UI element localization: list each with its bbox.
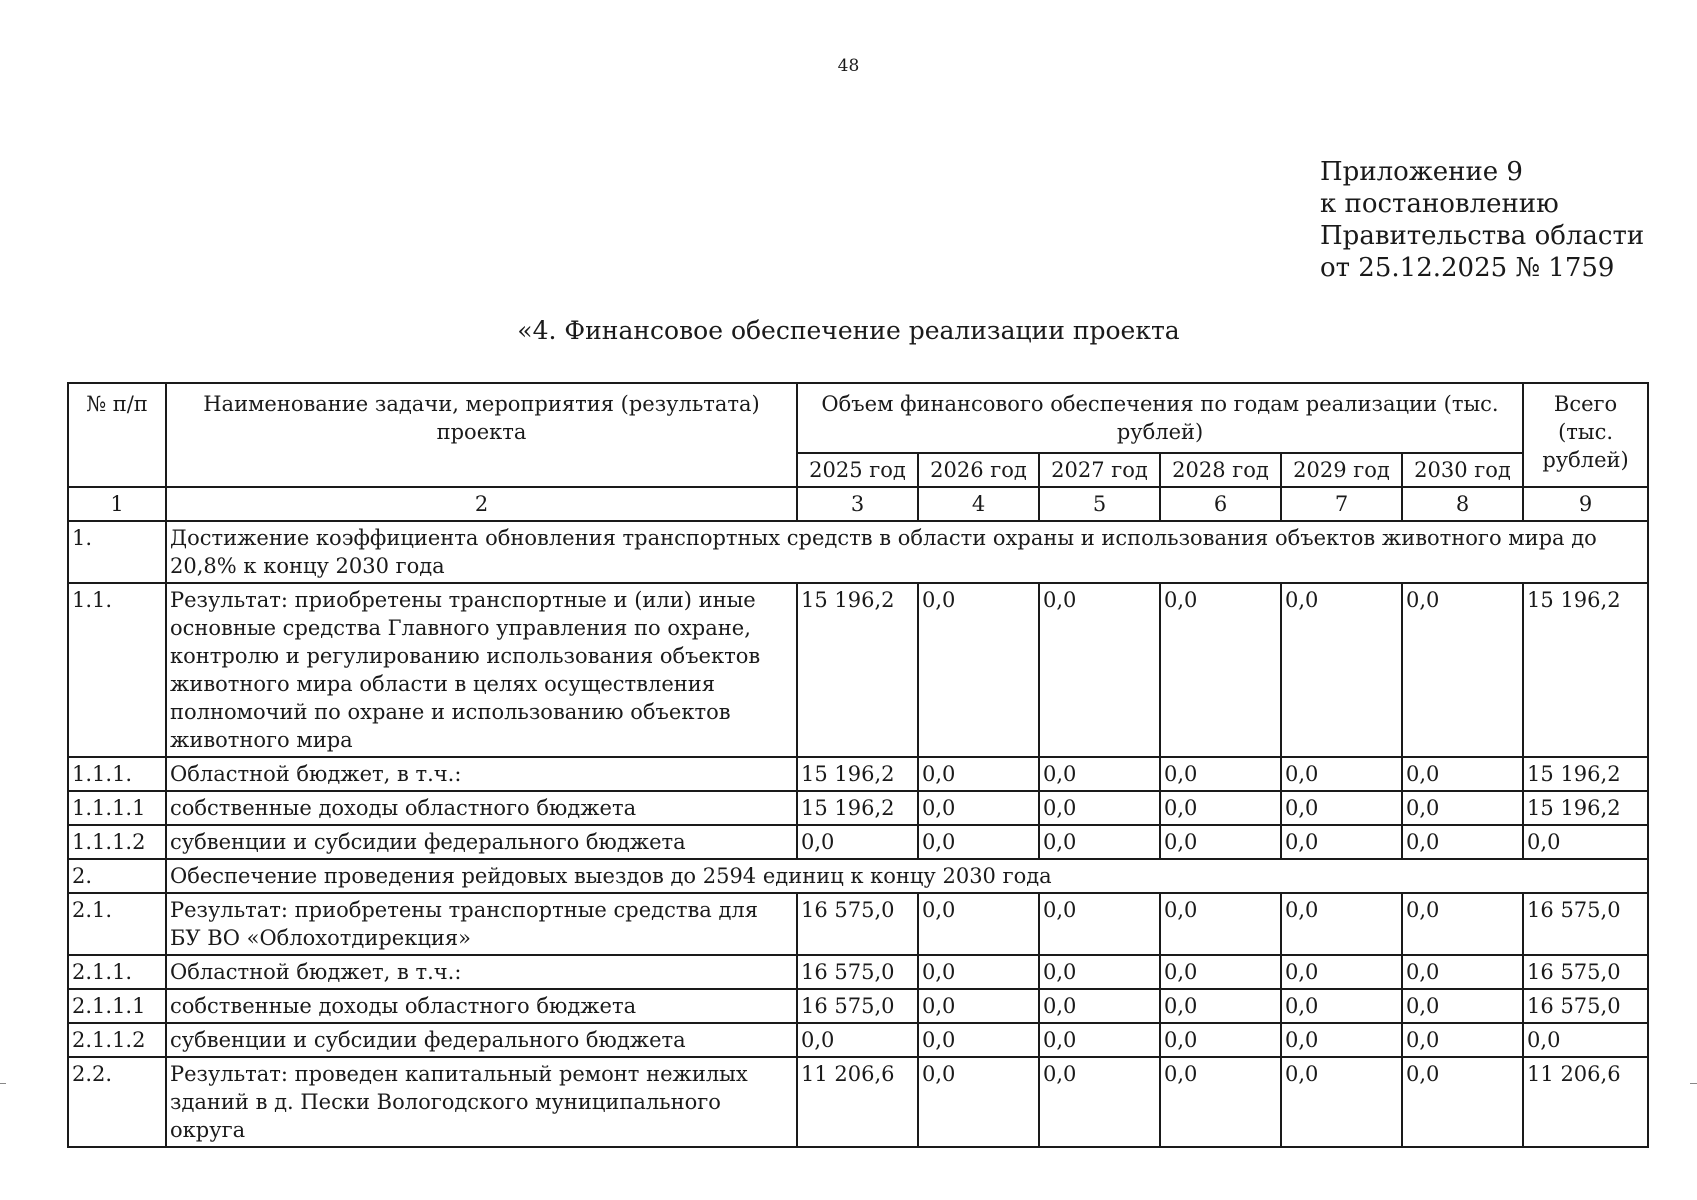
- value-2025: 15 196,2: [797, 757, 918, 791]
- header-num: № п/п: [68, 383, 166, 487]
- value-2030: 0,0: [1402, 825, 1523, 859]
- table-row: [68, 583, 1648, 757]
- header-year: 2025 год: [797, 453, 918, 487]
- row-num: 2.2.: [68, 1057, 166, 1147]
- value-total: 16 575,0: [1523, 893, 1648, 955]
- row-name: Результат: приобретены транспортные и (или) иные основные средства Главного управления по охране, контролю и регулированию использования объектов животного мира области в целях осуществления полномочий по охране и использованию объектов животного мира: [166, 583, 797, 757]
- table-row: [68, 1057, 1648, 1147]
- appendix-block: [1320, 156, 1644, 284]
- value-2030: 0,0: [1402, 989, 1523, 1023]
- row-name: субвенции и субсидии федерального бюджета: [166, 1023, 797, 1057]
- value-2025: 0,0: [797, 825, 918, 859]
- table-row: [68, 989, 1648, 1023]
- appendix-line: Правительства области: [1320, 221, 1645, 251]
- header-volume: Объем финансового обеспечения по годам реализации (тыс. рублей): [797, 383, 1523, 453]
- value-2030: 0,0: [1402, 583, 1523, 757]
- column-number: 4: [918, 487, 1039, 521]
- row-name: собственные доходы областного бюджета: [166, 989, 797, 1023]
- scan-margin-mark: [1690, 1083, 1697, 1084]
- value-2030: 0,0: [1402, 757, 1523, 791]
- table-row: [68, 757, 1648, 791]
- table-row: [68, 1023, 1648, 1057]
- column-number: 9: [1523, 487, 1648, 521]
- row-num: 2.1.1.2: [68, 1023, 166, 1057]
- value-2026: 0,0: [918, 1057, 1039, 1147]
- row-num: 2.1.1.1: [68, 989, 166, 1023]
- row-name: субвенции и субсидии федерального бюджета: [166, 825, 797, 859]
- value-2025: 15 196,2: [797, 791, 918, 825]
- value-2027: 0,0: [1039, 757, 1160, 791]
- value-2030: 0,0: [1402, 791, 1523, 825]
- value-2026: 0,0: [918, 893, 1039, 955]
- header-year: 2026 год: [918, 453, 1039, 487]
- section-title: Достижение коэффициента обновления транспортных средств в области охраны и использования объектов животного мира до 20,8% к концу 2030 года: [166, 521, 1648, 583]
- section-row: [68, 521, 1648, 583]
- value-2025: 0,0: [797, 1023, 918, 1057]
- row-num: 1.1.: [68, 583, 166, 757]
- value-total: 0,0: [1523, 825, 1648, 859]
- header-year: 2030 год: [1402, 453, 1523, 487]
- header-total: Всего (тыс. рублей): [1523, 383, 1648, 487]
- value-2027: 0,0: [1039, 825, 1160, 859]
- header-year: 2029 год: [1281, 453, 1402, 487]
- row-num: 1.1.1.: [68, 757, 166, 791]
- section-num: 2.: [68, 859, 166, 893]
- value-2028: 0,0: [1160, 1057, 1281, 1147]
- value-2030: 0,0: [1402, 1023, 1523, 1057]
- appendix-line: Приложение 9: [1320, 157, 1523, 187]
- value-2026: 0,0: [918, 1023, 1039, 1057]
- section-num: 1.: [68, 521, 166, 583]
- value-2028: 0,0: [1160, 1023, 1281, 1057]
- value-2025: 16 575,0: [797, 955, 918, 989]
- row-name: Результат: приобретены транспортные средства для БУ ВО «Облохотдирекция»: [166, 893, 797, 955]
- row-num: 2.1.: [68, 893, 166, 955]
- value-2025: 15 196,2: [797, 583, 918, 757]
- table-row: [68, 955, 1648, 989]
- value-total: 16 575,0: [1523, 989, 1648, 1023]
- value-2029: 0,0: [1281, 583, 1402, 757]
- table-row: [68, 791, 1648, 825]
- column-number: 8: [1402, 487, 1523, 521]
- value-2030: 0,0: [1402, 955, 1523, 989]
- header-year: 2027 год: [1039, 453, 1160, 487]
- value-2027: 0,0: [1039, 1057, 1160, 1147]
- row-name: Результат: проведен капитальный ремонт нежилых зданий в д. Пески Вологодского муниципального округа: [166, 1057, 797, 1147]
- header-year: 2028 год: [1160, 453, 1281, 487]
- row-num: 1.1.1.2: [68, 825, 166, 859]
- scan-margin-mark: [0, 1083, 6, 1084]
- value-2025: 16 575,0: [797, 893, 918, 955]
- value-2029: 0,0: [1281, 757, 1402, 791]
- value-2026: 0,0: [918, 583, 1039, 757]
- header-name: Наименование задачи, мероприятия (результата) проекта: [166, 383, 797, 487]
- table-row: [68, 893, 1648, 955]
- column-number: 1: [68, 487, 166, 521]
- value-2028: 0,0: [1160, 989, 1281, 1023]
- row-name: Областной бюджет, в т.ч.:: [166, 955, 797, 989]
- appendix-line: от 25.12.2025 № 1759: [1320, 253, 1615, 283]
- value-2027: 0,0: [1039, 989, 1160, 1023]
- column-number: 5: [1039, 487, 1160, 521]
- value-2029: 0,0: [1281, 791, 1402, 825]
- value-2026: 0,0: [918, 989, 1039, 1023]
- value-2028: 0,0: [1160, 955, 1281, 989]
- row-name: Областной бюджет, в т.ч.:: [166, 757, 797, 791]
- value-2029: 0,0: [1281, 1023, 1402, 1057]
- column-number-row: [68, 487, 1648, 521]
- value-2030: 0,0: [1402, 1057, 1523, 1147]
- row-num: 1.1.1.1: [68, 791, 166, 825]
- value-total: 15 196,2: [1523, 757, 1648, 791]
- value-2026: 0,0: [918, 825, 1039, 859]
- value-total: 15 196,2: [1523, 583, 1648, 757]
- value-2028: 0,0: [1160, 893, 1281, 955]
- value-total: 0,0: [1523, 1023, 1648, 1057]
- value-2029: 0,0: [1281, 955, 1402, 989]
- value-2028: 0,0: [1160, 757, 1281, 791]
- value-2029: 0,0: [1281, 989, 1402, 1023]
- value-total: 11 206,6: [1523, 1057, 1648, 1147]
- value-2030: 0,0: [1402, 893, 1523, 955]
- row-num: 2.1.1.: [68, 955, 166, 989]
- column-number: 6: [1160, 487, 1281, 521]
- value-total: 16 575,0: [1523, 955, 1648, 989]
- document-title: «4. Финансовое обеспечение реализации проекта: [517, 316, 1180, 345]
- column-number: 2: [166, 487, 797, 521]
- value-2029: 0,0: [1281, 893, 1402, 955]
- row-name: собственные доходы областного бюджета: [166, 791, 797, 825]
- column-number: 7: [1281, 487, 1402, 521]
- column-number: 3: [797, 487, 918, 521]
- page-number: 48: [837, 56, 860, 76]
- value-2029: 0,0: [1281, 825, 1402, 859]
- section-title: Обеспечение проведения рейдовых выездов до 2594 единиц к концу 2030 года: [166, 859, 1648, 893]
- appendix-line: к постановлению: [1320, 189, 1559, 219]
- value-2027: 0,0: [1039, 583, 1160, 757]
- table-row: [68, 825, 1648, 859]
- value-2026: 0,0: [918, 955, 1039, 989]
- value-2028: 0,0: [1160, 583, 1281, 757]
- value-2028: 0,0: [1160, 825, 1281, 859]
- value-2027: 0,0: [1039, 893, 1160, 955]
- value-2026: 0,0: [918, 791, 1039, 825]
- value-2027: 0,0: [1039, 791, 1160, 825]
- section-row: [68, 859, 1648, 893]
- value-2029: 0,0: [1281, 1057, 1402, 1147]
- value-2025: 11 206,6: [797, 1057, 918, 1147]
- value-2025: 16 575,0: [797, 989, 918, 1023]
- value-2027: 0,0: [1039, 1023, 1160, 1057]
- financing-table: [67, 382, 1649, 1148]
- value-2027: 0,0: [1039, 955, 1160, 989]
- value-2028: 0,0: [1160, 791, 1281, 825]
- value-total: 15 196,2: [1523, 791, 1648, 825]
- value-2026: 0,0: [918, 757, 1039, 791]
